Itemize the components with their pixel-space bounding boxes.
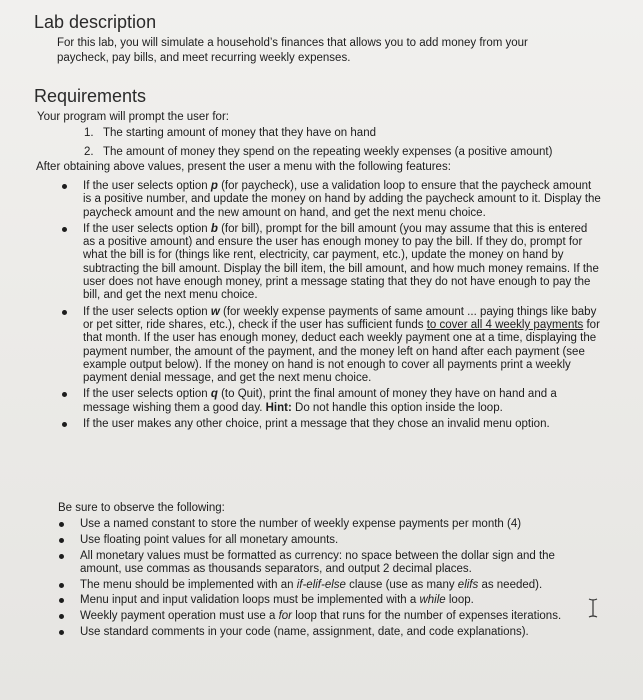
observe-text: All monetary values must be formatted as currency: no space between the dollar sign and the amount, use commas as thousands separators, and output 2 decimal places. — [80, 549, 555, 575]
feature-text: (for bill), prompt for the bill amount (you may assume that this is entered as a positive amount) and ensure the user has enough money to pay the bill. If they do, prompt for what the bill is for (things like rent, electricity, car payment, etc.), update the money on hand by subtracting the bill amount. Display the bill item, the bill amount, and how much money remains. If the user does not have enough money, print a message stating that they do not have enough to pay the bill, and get the next menu choice. — [83, 222, 599, 302]
feature-text: Do not handle this option inside the loop. — [291, 401, 503, 414]
bullet-icon — [62, 310, 67, 315]
underlined-text: to cover all 4 weekly payments — [426, 318, 584, 331]
observe-item — [59, 579, 589, 592]
text-cursor-icon — [587, 598, 599, 618]
observe-item — [59, 610, 589, 623]
feature-item-weekly — [62, 306, 602, 386]
feature-text: (for paycheck), use a validation loop to ensure that the paycheck amount is a positive number, and update the money on hand by adding the paycheck amount to it. Display the paycheck amount and the new amount on hand, and get the next menu choice. — [83, 180, 601, 219]
observe-heading-text: Be sure to observe the following: — [58, 502, 225, 514]
bullet-icon — [59, 630, 64, 635]
bullet-icon — [62, 392, 67, 397]
option-letter: w — [210, 305, 220, 318]
observe-text: as needed). — [478, 578, 543, 591]
option-letter: q — [210, 388, 218, 401]
italic-term: while — [419, 594, 446, 607]
italic-term: if-elif-else — [296, 578, 346, 591]
bullet-icon — [62, 227, 67, 232]
item-number: 2. — [84, 146, 94, 158]
lab-description-heading: Lab description — [34, 12, 157, 32]
feature-item-invalid — [62, 418, 602, 431]
observe-text: Weekly payment operation must use a — [80, 610, 279, 623]
option-letter: p — [210, 180, 218, 192]
observe-list — [59, 518, 589, 642]
numbered-item — [84, 145, 552, 160]
bullet-icon — [59, 538, 64, 543]
observe-text: Use a named constant to store the number of weekly expense payments per month (4) — [80, 518, 522, 530]
item-text: The starting amount of money that they have on hand — [103, 127, 376, 139]
feature-item-paycheck — [62, 180, 602, 220]
observe-text: loop. — [445, 594, 474, 607]
observe-text: clause (use as many — [345, 578, 458, 591]
feature-text: If the user makes any other choice, print a message that they chose an invalid menu option. — [83, 418, 550, 431]
feature-text: If the user selects option — [83, 388, 211, 401]
observe-item — [59, 534, 589, 547]
numbered-item — [84, 126, 552, 141]
feature-text: If the user selects option — [83, 305, 211, 318]
feature-item-quit — [62, 388, 602, 415]
bullet-icon — [59, 598, 64, 603]
bullet-icon — [59, 554, 64, 559]
bullet-icon — [62, 422, 67, 427]
bullet-icon — [59, 522, 64, 527]
feature-text: If the user selects option — [83, 222, 211, 235]
lab-intro-paragraph: For this lab, you will simulate a household’s finances that allows you to add money from your paycheck, pay bills, and meet recurring weekly expenses. — [57, 37, 528, 64]
item-number: 1. — [84, 127, 94, 139]
menu-intro-text: After obtaining above values, present the user a menu with the following features: — [36, 161, 451, 173]
observe-item — [59, 518, 589, 531]
hint-label: Hint: — [265, 401, 292, 414]
feature-text: If the user selects option — [83, 180, 211, 192]
prompt-numbered-list — [84, 126, 552, 164]
feature-text: (to Quit), print the final amount of money they have on hand and a message wishing them a good day. — [83, 388, 557, 414]
bullet-icon — [59, 583, 64, 588]
feature-text: for that month. If the user has enough money, deduct each weekly payment one at a time, displaying the payment number, the amount of the payment, and the money left on hand after each payment (see example output below). If the money on hand is not enough to cover all payments print a weekly payment denial message, and get the next menu choice. — [83, 318, 600, 385]
item-text: The amount of money they spend on the repeating weekly expenses (a positive amount) — [103, 146, 553, 158]
bullet-icon — [62, 184, 67, 189]
bullet-icon — [59, 614, 64, 619]
observe-item — [59, 550, 589, 577]
prompt-intro-text: Your program will prompt the user for: — [37, 111, 229, 123]
observe-text: loop that runs for the number of expenses iterations. — [292, 610, 562, 623]
italic-term: for — [278, 610, 293, 623]
observe-text: Use floating point values for all monetary amounts. — [80, 533, 339, 546]
observe-text: The menu should be implemented with an — [80, 578, 297, 591]
requirements-heading: Requirements — [34, 86, 147, 106]
observe-item — [59, 594, 589, 607]
menu-feature-list — [62, 180, 602, 434]
italic-term: elifs — [457, 578, 479, 591]
observe-text: Menu input and input validation loops must be implemented with a — [80, 594, 420, 607]
feature-item-bill — [62, 223, 602, 303]
observe-text: Use standard comments in your code (name, assignment, date, and code explanations). — [80, 626, 529, 639]
feature-text: (for weekly expense payments of same amount ... paying things like baby or pet sitter, ride shares, etc.), check if the user has sufficient funds — [83, 305, 597, 331]
observe-item — [59, 626, 589, 639]
option-letter: b — [210, 222, 218, 235]
